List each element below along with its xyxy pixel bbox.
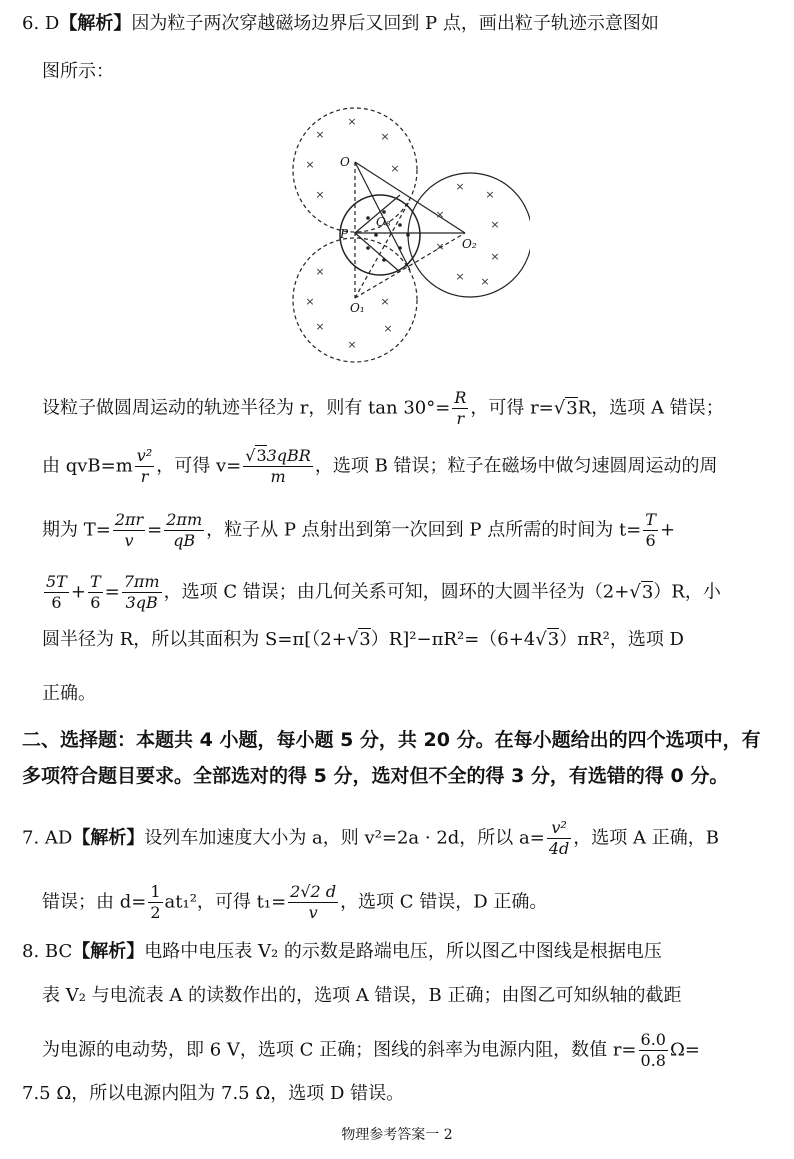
q6-line-6: $\frac{5T}{6}$ + $\frac{T}{6}$ = $\frac{7\pi m}{3qB}$ ，选项 C 错误；由几何关系可知，圆环的大圆半径为（2+√3）R，小 [46, 572, 721, 612]
q8-line-2: 表 V₂ 与电流表 A 的读数作出的，选项 A 错误，B 正确；由图乙可知纵轴的截距 [42, 985, 682, 1006]
q8-number: 8. BC [22, 941, 73, 962]
q7-number: 7. AD [22, 827, 73, 849]
q6-text-2: 图所示： [42, 61, 114, 82]
q7-line-1: 7. AD【解析】设列车加速度大小为 a，则 v²=2a · 2d，所以 a= $\frac{\text{v²}}{4d}$ ，选项 A 正确，B [22, 818, 719, 858]
q6-line-8: 正确。 [42, 683, 96, 704]
particle-trajectory-figure [280, 100, 530, 370]
q6-line-1 [22, 12, 778, 36]
label-O1: O₁ [350, 301, 365, 315]
svg-text:×: × [315, 128, 325, 141]
svg-text:×: × [435, 208, 445, 221]
page-footer: 物理参考答案一 2 [341, 1127, 453, 1143]
q6-line-3: 设粒子做圆周运动的轨迹半径为 r，则有 tan 30°= $\frac{R}{r}$ ，可得 r=√3R，选项 A 错误； [42, 388, 724, 428]
label-O2: O₂ [462, 237, 477, 251]
fraction-R-over-r: $\frac{R}{r}$ [454, 388, 467, 428]
label-O: O [340, 155, 350, 169]
svg-text:×: × [435, 240, 445, 253]
q6-analysis-tag: 【解析】 [59, 13, 132, 34]
q8-line-1: 8. BC【解析】电路中电压表 V₂ 的示数是路端电压，所以图乙中图线是根据电压 [22, 941, 662, 962]
q7-line-2: 错误；由 d= $\frac{1}{2}$ at₁²，可得 t₁= $\frac{2√2 d}{v}$ ，选项 C 错误，D 正确。 [42, 882, 548, 922]
svg-text:×: × [380, 295, 390, 308]
svg-text:×: × [380, 130, 390, 143]
svg-text:×: × [315, 320, 325, 333]
q6-number: 6. D [22, 13, 60, 34]
svg-text:×: × [490, 250, 500, 263]
svg-text:×: × [305, 158, 315, 171]
svg-text:×: × [315, 188, 325, 201]
q6-line-7: 圆半径为 R，所以其面积为 S=π[（2+√3）R]²−πR²=（6+4√3）πR²，选项 D [42, 629, 684, 650]
q6-text: 因为粒子两次穿越磁场边界后又回到 P 点，画出粒子轨迹示意图如 [131, 13, 659, 34]
section-2-heading-line-2: 多项符合题目要求。全部选对的得 5 分，选对但不全的得 3 分，有选错的得 0 分。 [22, 765, 729, 787]
svg-text:×: × [315, 265, 325, 278]
q6-line-4: 由 qvB=m $\frac{\text{v²}}{r}$ ，可得 v= $\frac{\text{√33qBR}}{m}$ ，选项 B 错误；粒子在磁场中做匀速圆周运动的周 [42, 446, 718, 486]
label-O3: O₃ [376, 215, 391, 229]
label-P: P [340, 227, 349, 241]
svg-text:×: × [490, 218, 500, 231]
svg-text:×: × [305, 295, 315, 308]
q6-line-2 [42, 60, 778, 84]
section-2-heading: 二、选择题：本题共 4 小题，每小题 5 分，共 20 分。在每小题给出的四个选项中，有 [22, 729, 761, 751]
svg-text:×: × [390, 162, 400, 175]
svg-text:×: × [455, 270, 465, 283]
svg-text:×: × [347, 338, 357, 351]
svg-text:×: × [383, 322, 393, 335]
svg-text:×: × [347, 115, 357, 128]
svg-text:×: × [480, 275, 490, 288]
q6-line-5: 期为 T= $\frac{2\pi r}{v}$ = $\frac{2\pi m}{qB}$ ，粒子从 P 点射出到第一次回到 P 点所需的时间为 t= $\frac{T}{6}$ + [42, 510, 676, 550]
svg-text:×: × [485, 188, 495, 201]
svg-text:×: × [455, 180, 465, 193]
q8-line-4: 7.5 Ω，所以电源内阻为 7.5 Ω，选项 D 错误。 [22, 1083, 405, 1104]
solid-circle-right [408, 173, 530, 297]
q8-line-3: 为电源的电动势，即 6 V，选项 C 正确；图线的斜率为电源内阻，数值 r= $\frac{6.0}{0.8}$ Ω= [42, 1030, 700, 1070]
